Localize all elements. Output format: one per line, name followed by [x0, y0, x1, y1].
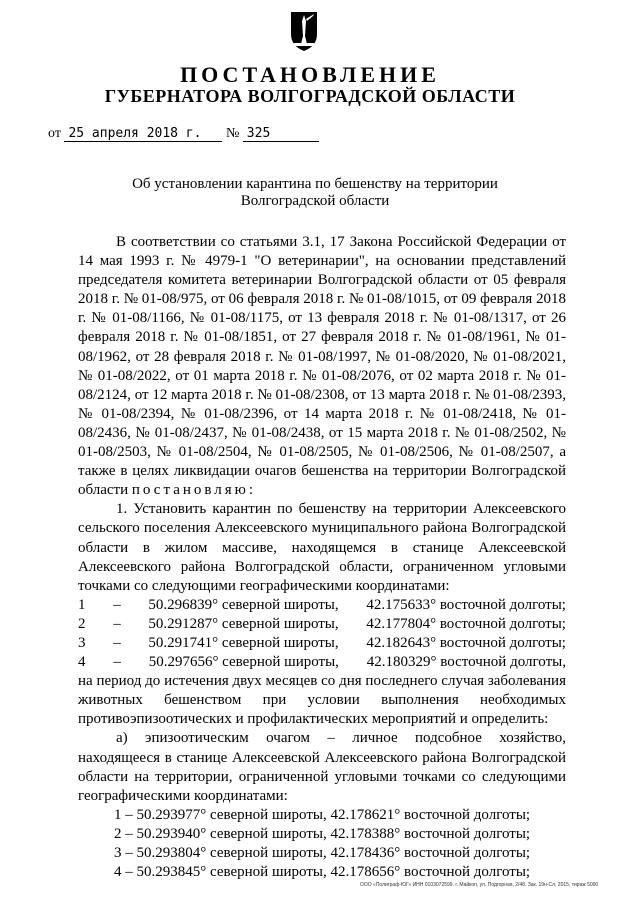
coordinate-line: 3 – 50.293804° северной широты, 42.178436° восточной долготы; — [114, 845, 531, 861]
preamble-text: В соответствии со статьями 3.1, 17 Закона Российской Федерации от 14 мая 1993 г. № 4979-1 "О ветеринарии", на основании представлений председателя комитета ветеринарии Волгоградской области от 05 февраля 2018 г. № 01-08/975, от 06 февраля 2018 г. № 01-08/1015, от 09 февраля 2018 г. № 01-08/1166, № 01-08/1175, от 13 февраля 2018 г. № 01-08/1317, от 26 февраля 2018 г. № 01-08/1851, от 27 февраля 2018 г. № 01-08/1961, № 01-08/1962, от 28 февраля 2018 г. № 01-08/1997, № 01-08/2020, № 01-08/2021, № 01-08/2022, от 01 марта 2018 г. № 01-08/2076, от 02 марта 2018 г. № 01-08/2124, от 12 марта 2018 г. № 01-08/2308, от 13 марта 2018 г. № 01-08/2393, № 01-08/2394, № 01-08/2396, от 14 марта 2018 г. № 01-08/2418, № 01-08/2436, № 01-08/2437, № 01-08/2438, от 15 марта 2018 г. № 01-08/2502, № 01-08/2503, № 01-08/2504, № 01-08/2505, № 01-08/2506, № 01-08/2507, а также в целях ликвидации очагов бешенства на территории Волгоградской области — [78, 234, 566, 499]
coordinate-lat: 50.296839° северной широты, — [148, 596, 339, 613]
coordinate-index: 1 — [78, 596, 86, 613]
dash: – — [113, 654, 121, 671]
coat-of-arms-emblem — [289, 8, 319, 52]
coordinate-row — [78, 634, 566, 653]
preamble-paragraph — [78, 233, 566, 500]
document-subject — [120, 176, 510, 210]
coordinate-lon: 42.177804° восточной долготы; — [366, 615, 566, 632]
coordinate-lat: 50.291287° северной широты, — [148, 615, 339, 632]
number-label: № — [225, 126, 240, 141]
document-date: 25 апреля 2018 г. — [64, 127, 222, 142]
date-number-line — [48, 126, 319, 142]
coordinate-lon: 42.182643° восточной долготы; — [366, 634, 566, 651]
coordinate-row — [78, 653, 566, 672]
dash: – — [113, 634, 121, 651]
coordinate-line: 1 – 50.293977° северной широты, 42.178621° восточной долготы; — [114, 806, 531, 823]
coordinate-row — [78, 596, 566, 615]
coordinate-index: 4 — [78, 654, 86, 671]
coordinate-lat: 50.291741° северной широты, — [148, 634, 339, 651]
coordinate-index: 2 — [78, 615, 86, 632]
coordinate-index: 3 — [78, 634, 86, 651]
subject-line-2: Волгоградской области — [240, 193, 390, 209]
dash: – — [113, 596, 121, 613]
coordinate-line: 2 – 50.293940° северной широты, 42.178388° восточной долготы; — [114, 825, 531, 842]
printer-imprint: ООО «Полиграф-ЮГ» ИНН 0103072599. г. Майкоп, ул. Подгорная, 2/48. Зак. 19н-Сл, 2015, тираж 5000 — [360, 882, 599, 888]
item-1-coordinates — [78, 596, 566, 672]
coordinate-lon: 42.175633° восточной долготы; — [366, 596, 566, 613]
item-a-coordinates — [78, 806, 566, 882]
subject-line-1: Об установлении карантина по бешенству на территории — [132, 176, 498, 192]
coordinate-row — [78, 615, 566, 634]
dash: – — [113, 615, 121, 632]
decree-word: постановляю: — [131, 482, 257, 499]
item-a-intro: а) эпизоотическим очагом – личное подсобное хозяйство, находящееся в станице Алексеевской Алексеевского района Волгоградской области на территории, ограниченной угловыми точками со следующими географическими координатами: — [78, 730, 566, 804]
coordinate-line: 4 – 50.293845° северной широты, 42.178656° восточной долготы; — [114, 864, 531, 881]
document-number: 325 — [243, 127, 319, 142]
document-body — [78, 233, 566, 882]
document-title: ПОСТАНОВЛЕНИЕ — [180, 62, 440, 87]
coordinate-lat: 50.297656° северной широты, — [148, 654, 339, 671]
from-label: от — [48, 126, 61, 141]
item-1-outro: на период до истечения двух месяцев со дня последнего случая заболевания животных бешенством при условии выполнения необходимых противоэпизоотических и профилактических мероприятий и определить: — [78, 673, 566, 728]
coordinate-lon: 42.180329° восточной долготы, — [366, 654, 566, 671]
item-1-intro: 1. Установить карантин по бешенству на территории Алексеевского сельского поселения Алексеевского муниципального района Волгоградской области в жилом массиве, находящемся в станице Алексеевской Алексеевского района Волгоградской области, ограниченном угловыми точками со следующими географическими координатами: — [78, 501, 566, 594]
document-subtitle: ГУБЕРНАТОРА ВОЛГОГРАДСКОЙ ОБЛАСТИ — [104, 86, 516, 106]
